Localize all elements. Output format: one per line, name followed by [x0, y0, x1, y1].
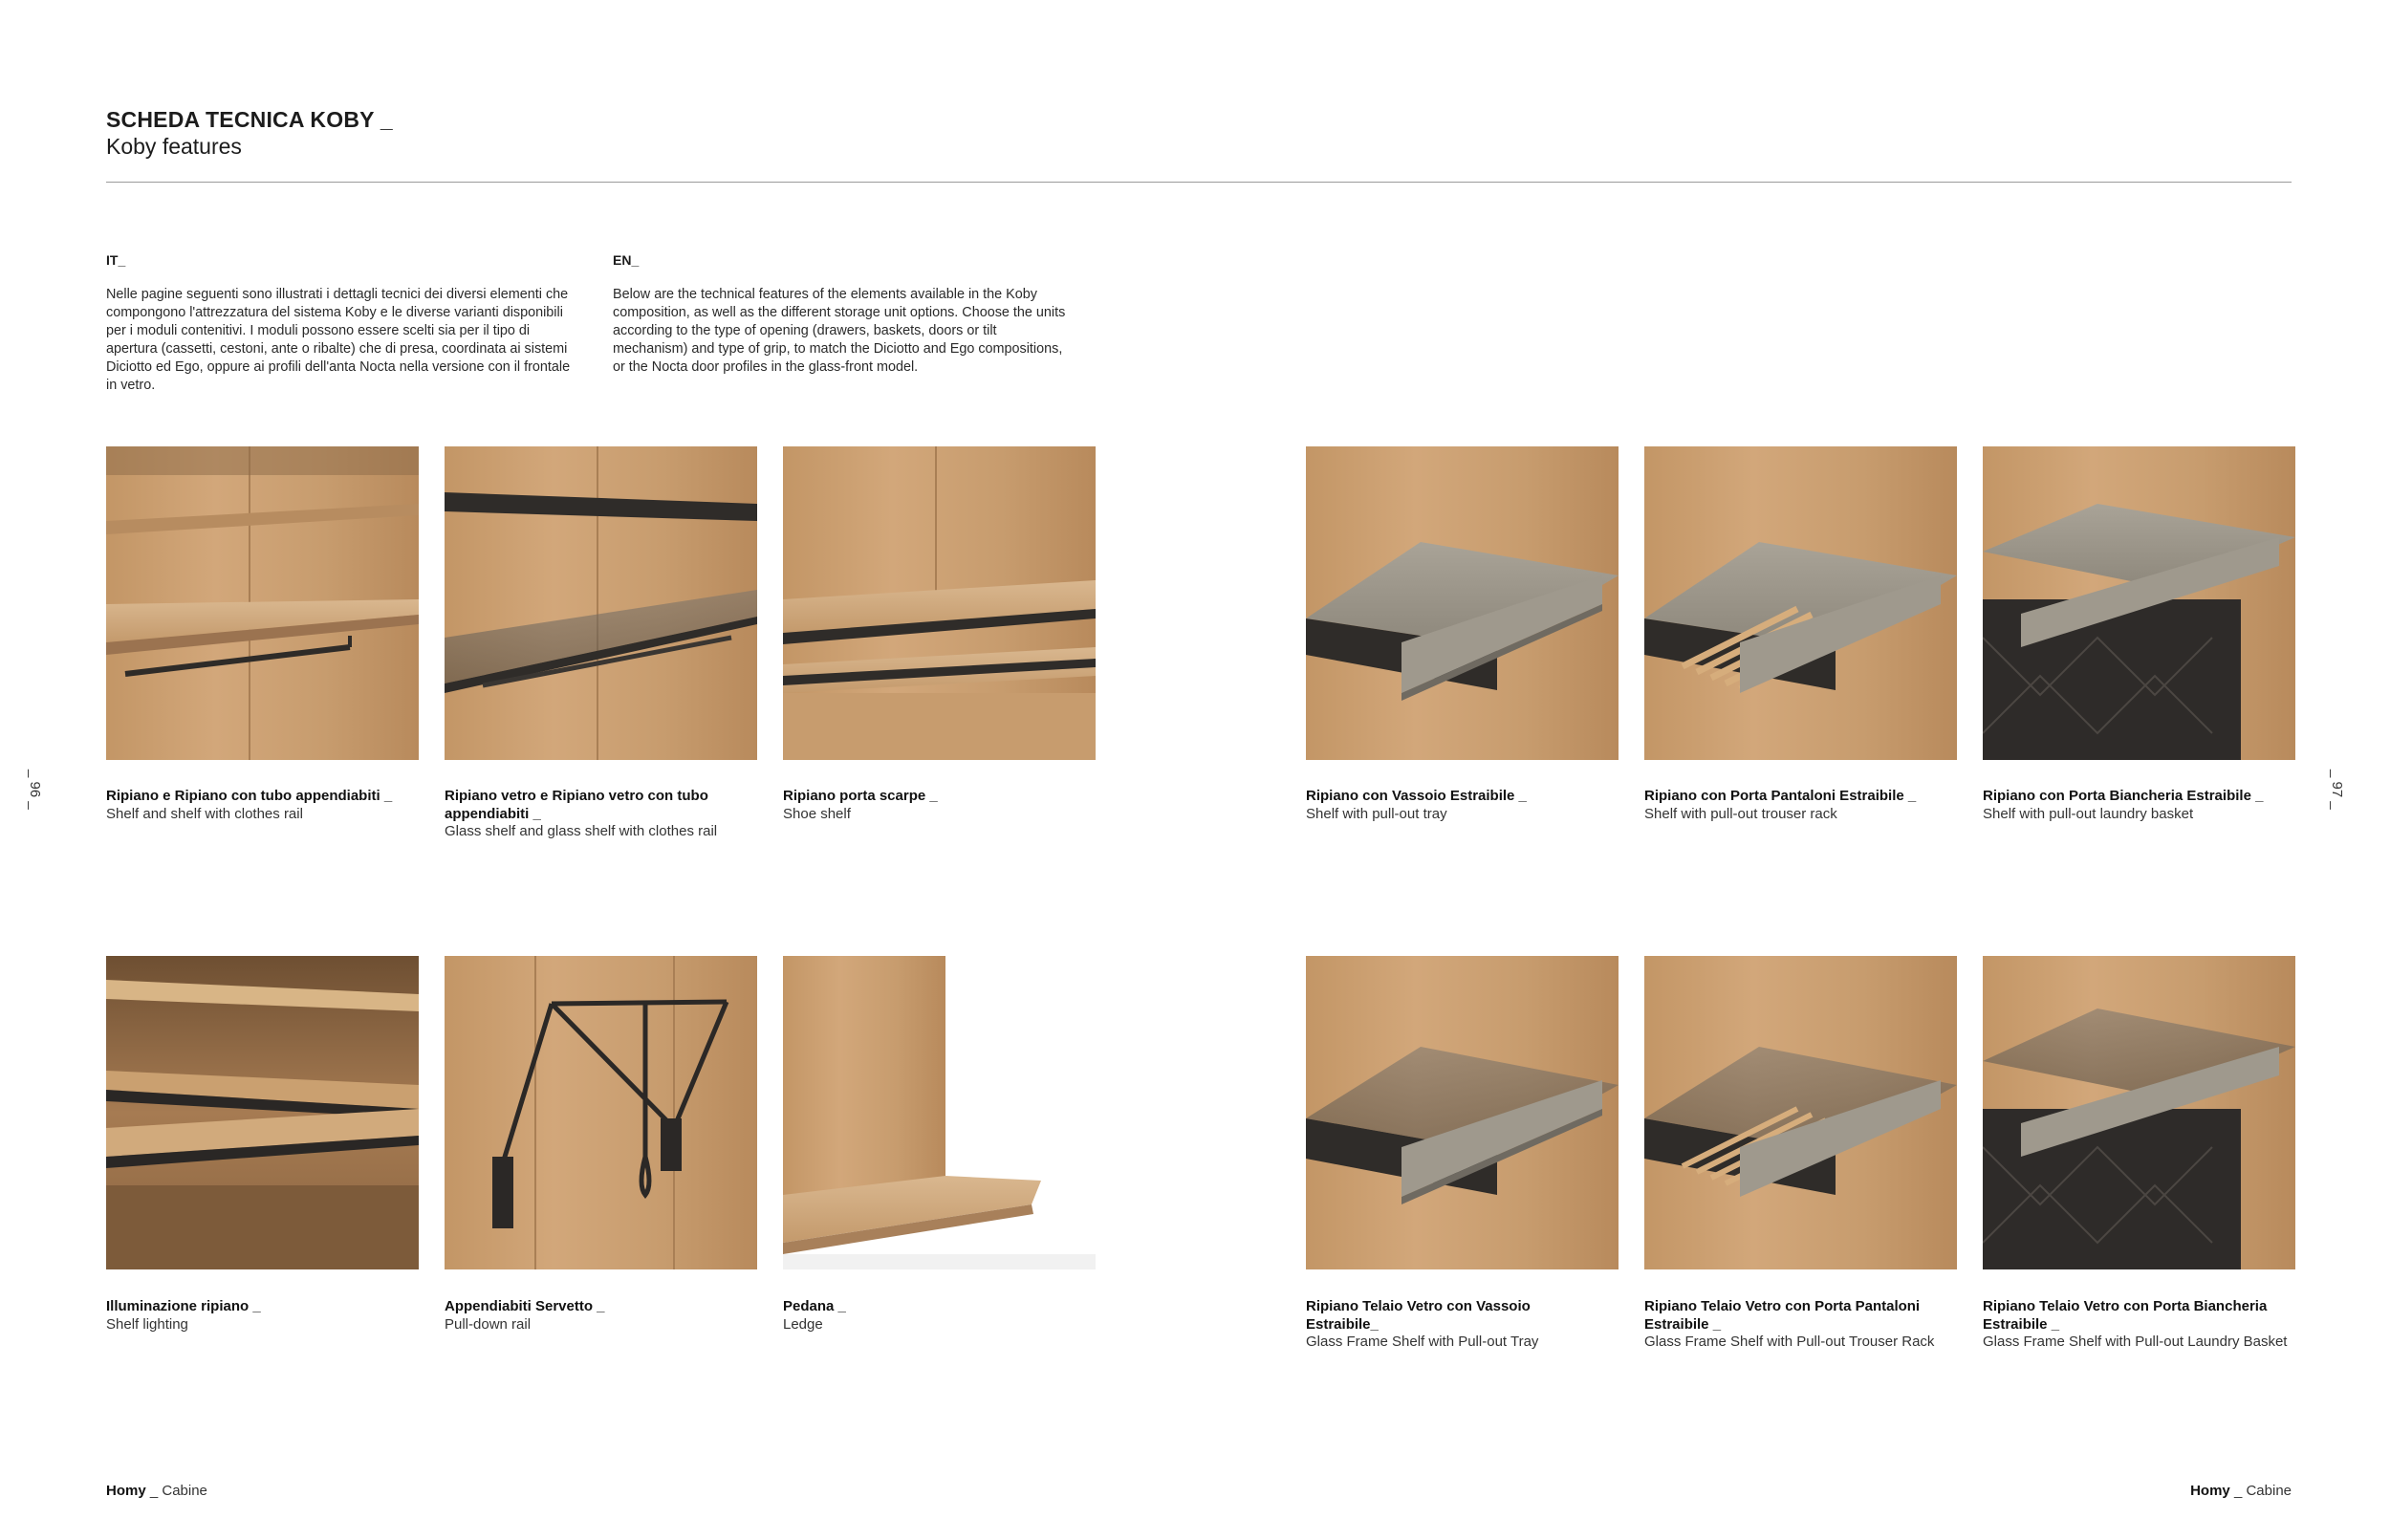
photo-shelf-lighting: [106, 956, 419, 1269]
caption-subtitle: Shelf and shelf with clothes rail: [106, 805, 303, 822]
caption-title: Ripiano vetro e Ripiano vetro con tubo appendiabiti _: [445, 788, 708, 822]
caption-pull-down-rail: [445, 1298, 765, 1334]
it-paragraph: Nelle pagine seguenti sono illustrati i dettagli tecnici dei diversi elementi che compongono l'attrezzatura del sistema Koby e le diverse varianti disponibili per i moduli contenitivi. I moduli possono essere scelti sia per il tipo di apertura (cassetti, cestoni, ante o ribalte) che di presa, coordinata ai sistemi Diciotto ed Ego, oppure ai profili dell'anta Nocta nella versione con il frontale in vetro.: [106, 287, 571, 393]
caption-subtitle: Glass Frame Shelf with Pull-out Laundry Basket: [1983, 1334, 2288, 1350]
caption-shoe-shelf: [783, 788, 1103, 823]
caption-pullout-trouser-rack: [1644, 788, 1965, 823]
footer-section: _ Cabine: [2233, 1483, 2292, 1499]
photo-glass-frame-trouser-rack: [1644, 956, 1957, 1269]
photo-shoe-shelf: [783, 446, 1096, 760]
caption-title: Ripiano e Ripiano con tubo appendiabiti _: [106, 788, 393, 804]
photo-glass-frame-laundry-basket: [1983, 956, 2295, 1269]
caption-subtitle: Glass shelf and glass shelf with clothes rail: [445, 823, 718, 839]
caption-glass-frame-tray: [1306, 1298, 1593, 1352]
caption-title: Ripiano Telaio Vetro con Vassoio Estraibile_: [1306, 1298, 1531, 1333]
caption-pullout-tray: [1306, 788, 1626, 823]
it-heading: IT_: [106, 252, 126, 268]
page-subtitle: Koby features: [106, 134, 242, 159]
caption-title: Ripiano Telaio Vetro con Porta Pantaloni Estraibile _: [1644, 1298, 1921, 1333]
caption-shelf-clothes-rail: [106, 788, 426, 823]
caption-glass-frame-laundry-basket: [1983, 1298, 2313, 1352]
caption-subtitle: Shelf with pull-out tray: [1306, 805, 1447, 822]
photo-ledge: [783, 956, 1096, 1269]
photo-pullout-trouser-rack: [1644, 446, 1957, 760]
caption-title: Ripiano con Porta Biancheria Estraibile _: [1983, 788, 2264, 804]
caption-subtitle: Shelf with pull-out laundry basket: [1983, 805, 2194, 822]
page-number-left: _ 96 _: [27, 770, 43, 810]
footer-left: [106, 1483, 207, 1499]
caption-ledge: [783, 1298, 1103, 1334]
footer-brand: Homy: [106, 1483, 146, 1499]
en-paragraph: Below are the technical features of the elements available in the Koby composition, as well as the different storage unit options. Choose the units according to the type of opening (drawers, baskets, doors or tilt mechanism) and type of grip, to match the Diciotto and Ego compositions, or the Nocta door profiles in the glass-front model.: [613, 287, 1066, 375]
photo-pullout-tray: [1306, 446, 1619, 760]
caption-glass-shelf: [445, 788, 750, 841]
caption-shelf-lighting: [106, 1298, 426, 1334]
footer-brand: Homy: [2190, 1483, 2230, 1499]
caption-title: Appendiabiti Servetto _: [445, 1298, 605, 1314]
page-title: SCHEDA TECNICA KOBY _: [106, 107, 393, 132]
photo-glass-frame-tray: [1306, 956, 1619, 1269]
caption-subtitle: Ledge: [783, 1315, 823, 1333]
caption-pullout-laundry-basket: [1983, 788, 2308, 823]
page-number-right: _ 97 _: [2329, 770, 2345, 810]
caption-title: Ripiano con Porta Pantaloni Estraibile _: [1644, 788, 1917, 804]
caption-subtitle: Glass Frame Shelf with Pull-out Trouser Rack: [1644, 1334, 1935, 1350]
caption-subtitle: Pull-down rail: [445, 1315, 532, 1333]
photo-pull-down-rail: [445, 956, 757, 1269]
caption-subtitle: Shelf with pull-out trouser rack: [1644, 805, 1837, 822]
footer-right: [2190, 1483, 2292, 1499]
caption-subtitle: Shelf lighting: [106, 1315, 188, 1333]
footer-section: _ Cabine: [149, 1483, 207, 1499]
caption-title: Ripiano porta scarpe _: [783, 788, 938, 804]
photo-glass-shelf: [445, 446, 757, 760]
caption-subtitle: Shoe shelf: [783, 805, 851, 822]
photo-pullout-laundry-basket: [1983, 446, 2295, 760]
caption-title: Ripiano con Vassoio Estraibile _: [1306, 788, 1527, 804]
caption-title: Pedana _: [783, 1298, 846, 1314]
header-divider: [106, 182, 2292, 183]
caption-title: Illuminazione ripiano _: [106, 1298, 261, 1314]
en-heading: EN_: [613, 252, 640, 268]
caption-title: Ripiano Telaio Vetro con Porta Biancheria Estraibile _: [1983, 1298, 2268, 1333]
caption-subtitle: Glass Frame Shelf with Pull-out Tray: [1306, 1334, 1539, 1350]
caption-glass-frame-trouser-rack: [1644, 1298, 1960, 1352]
photo-shelf-clothes-rail: [106, 446, 419, 760]
